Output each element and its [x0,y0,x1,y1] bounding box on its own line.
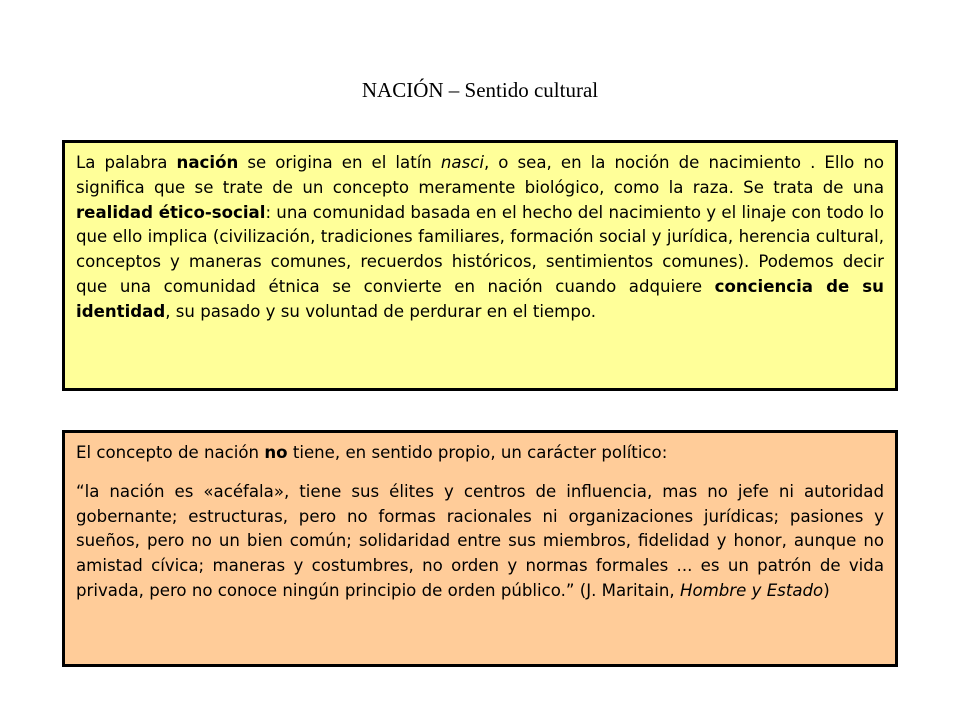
text-segment: , o sea, en la noción de nacimiento . Ello no significa que se trate de un concepto meramente biológico, como la raza. Se trata de una [76,153,885,197]
keyword-nacion: nación [176,153,239,172]
keyword-no: no [264,443,288,462]
maritain-quote [76,480,884,604]
keyword-conciencia-identidad: conciencia de su identidad [76,276,884,321]
latin-term-nasci: nasci [440,153,484,172]
intro-paragraph [76,441,884,466]
text-segment: El concepto de nación [76,443,265,462]
text-segment: se origina en el latín [238,153,441,172]
text-segment: tiene, en sentido propio, un carácter político: [287,443,668,462]
text-segment: : una comunidad basada en el hecho del nacimiento y el linaje con todo lo que ello implica (civilización, tradiciones familiares, formación social y jurídica, herencia cultural, conceptos y maneras comunes, recuerdos históricos, sentimientos comunes). Podemos decir que una comunidad étnica se convierte en nación cuando adquiere [76,202,884,296]
book-title: Hombre y Estado [679,580,824,600]
quote-text: “la nación es «acéfala», tiene sus élites y centros de influencia, mas no jefe ni autoridad gobernante; estructuras, pero no formas racionales ni organizaciones jurídicas; pasiones y sueños, pero no un bien común; solidaridad entre sus miembros, fidelidad y honor, aunque no amistad cívica; maneras y costumbres, no orden y normas formales ... es un patrón de vida privada, pero no conoce ningún principio de orden público.” (J. Maritain, [76,481,884,600]
keyword-realidad-etico-social: realidad ético-social [76,202,266,222]
concept-definition-box [62,140,898,391]
text-segment: , su pasado y su voluntad de perdurar en el tiempo. [165,301,596,321]
text-segment: La palabra [76,153,177,172]
political-character-box [62,430,898,667]
concept-paragraph [76,151,884,325]
text-segment: ) [823,580,830,600]
page-title: NACIÓN – Sentido cultural [361,78,599,102]
